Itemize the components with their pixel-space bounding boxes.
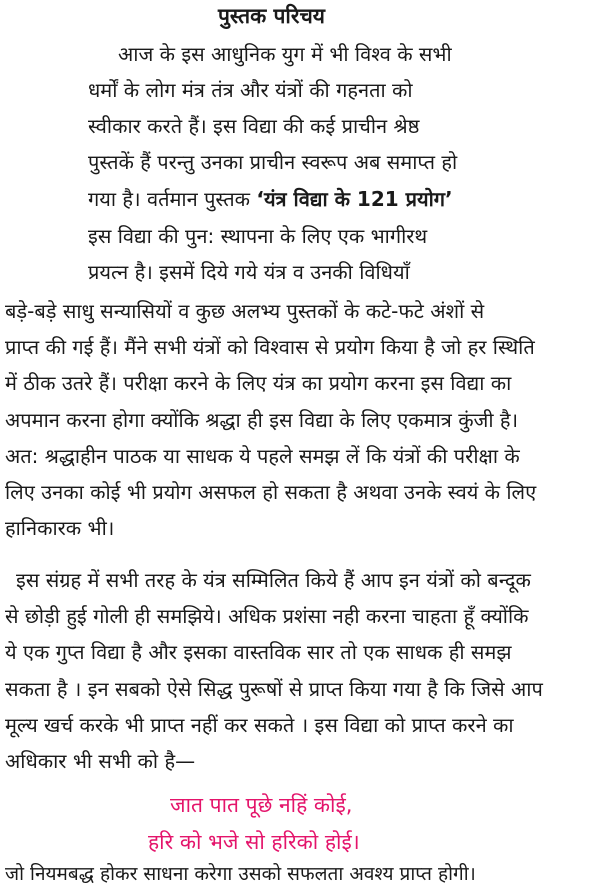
para1-line-10: में ठीक उतरे हैं। परीक्षा करने के लिए यंत्र का प्रयोग करना इस विद्या का: [5, 371, 512, 395]
para1-line-6: इस विद्या की पुन: स्थापना के लिए एक भागीरथ: [88, 224, 428, 248]
para1-line-2: धर्मों के लोग मंत्र तंत्र और यंत्रों की गहनता को: [88, 78, 413, 102]
para1-line-7: प्रयत्न है। इसमें दिये गये यंत्र व उनकी विधियाँ: [88, 260, 410, 284]
para2-line-3: ये एक गुप्त विद्या है और इसका वास्तविक सार तो एक साधक ही समझ: [5, 640, 512, 664]
verse-line-1: जात पात पूछे नहिं कोई,: [170, 793, 353, 817]
para1-line-14: हानिकारक भी।: [5, 516, 115, 540]
para1-line-4: पुस्तकें हैं परन्तु उनका प्राचीन स्वरूप अब समाप्त हो: [88, 150, 458, 174]
para1-line-5: [88, 185, 453, 213]
page-title: पुस्तक परिचय: [218, 4, 325, 28]
para1-line-3: स्वीकार करते हैं। इस विद्या की कई प्राचीन श्रेष्ठ: [88, 114, 420, 138]
para1-line-13: लिए उनका कोई भी प्रयोग असफल हो सकता है अथवा उनके स्वयं के लिए: [5, 480, 537, 504]
book-title: ‘यंत्र विद्या के 121 प्रयोग’: [256, 187, 453, 211]
para2-line-6: अधिकार भी सभी को है—: [5, 749, 196, 773]
para1-line-9: प्राप्त की गई हैं। मैंने सभी यंत्रों को विश्वास से प्रयोग किया है जो हर स्थिति: [5, 335, 535, 359]
verse-line-2: हरि को भजे सो हरिको होई।: [148, 830, 360, 854]
para1-line-1: आज के इस आधुनिक युग में भी विश्व के सभी: [118, 42, 452, 66]
para1-line-12: अत: श्रद्धाहीन पाठक या साधक ये पहले समझ लें कि यंत्रों की परीक्षा के: [5, 444, 520, 468]
para1-line-5-text: गया है। वर्तमान पुस्तक: [88, 187, 257, 211]
para2-line-2: से छोड़ी हुई गोली ही समझिये। अधिक प्रशंसा नही करना चाहता हूँ क्योंकि: [5, 604, 529, 628]
para1-line-8: बड़े-बड़े साधु सन्यासियों व कुछ अलभ्य पुस्तकों के कटे-फटे अंशों से: [5, 299, 485, 323]
para1-line-11: अपमान करना होगा क्योंकि श्रद्धा ही इस विद्या के लिए एकमात्र कुंजी है।: [5, 408, 519, 432]
para2-line-5: मूल्य खर्च करके भी प्राप्त नहीं कर सकते । इस विद्या को प्राप्त करने का: [5, 713, 514, 737]
para2-line-1: इस संग्रह में सभी तरह के यंत्र सम्मिलित किये हैं आप इन यंत्रों को बन्दूक: [16, 568, 531, 592]
closing-line: जो नियमबद्ध होकर साधना करेगा उसको सफलता अवश्य प्राप्त होगी।: [5, 863, 476, 885]
para2-line-4: सकता है । इन सबको ऐसे सिद्ध पुरूषों से प्राप्त किया गया है कि जिसे आप: [5, 677, 543, 701]
